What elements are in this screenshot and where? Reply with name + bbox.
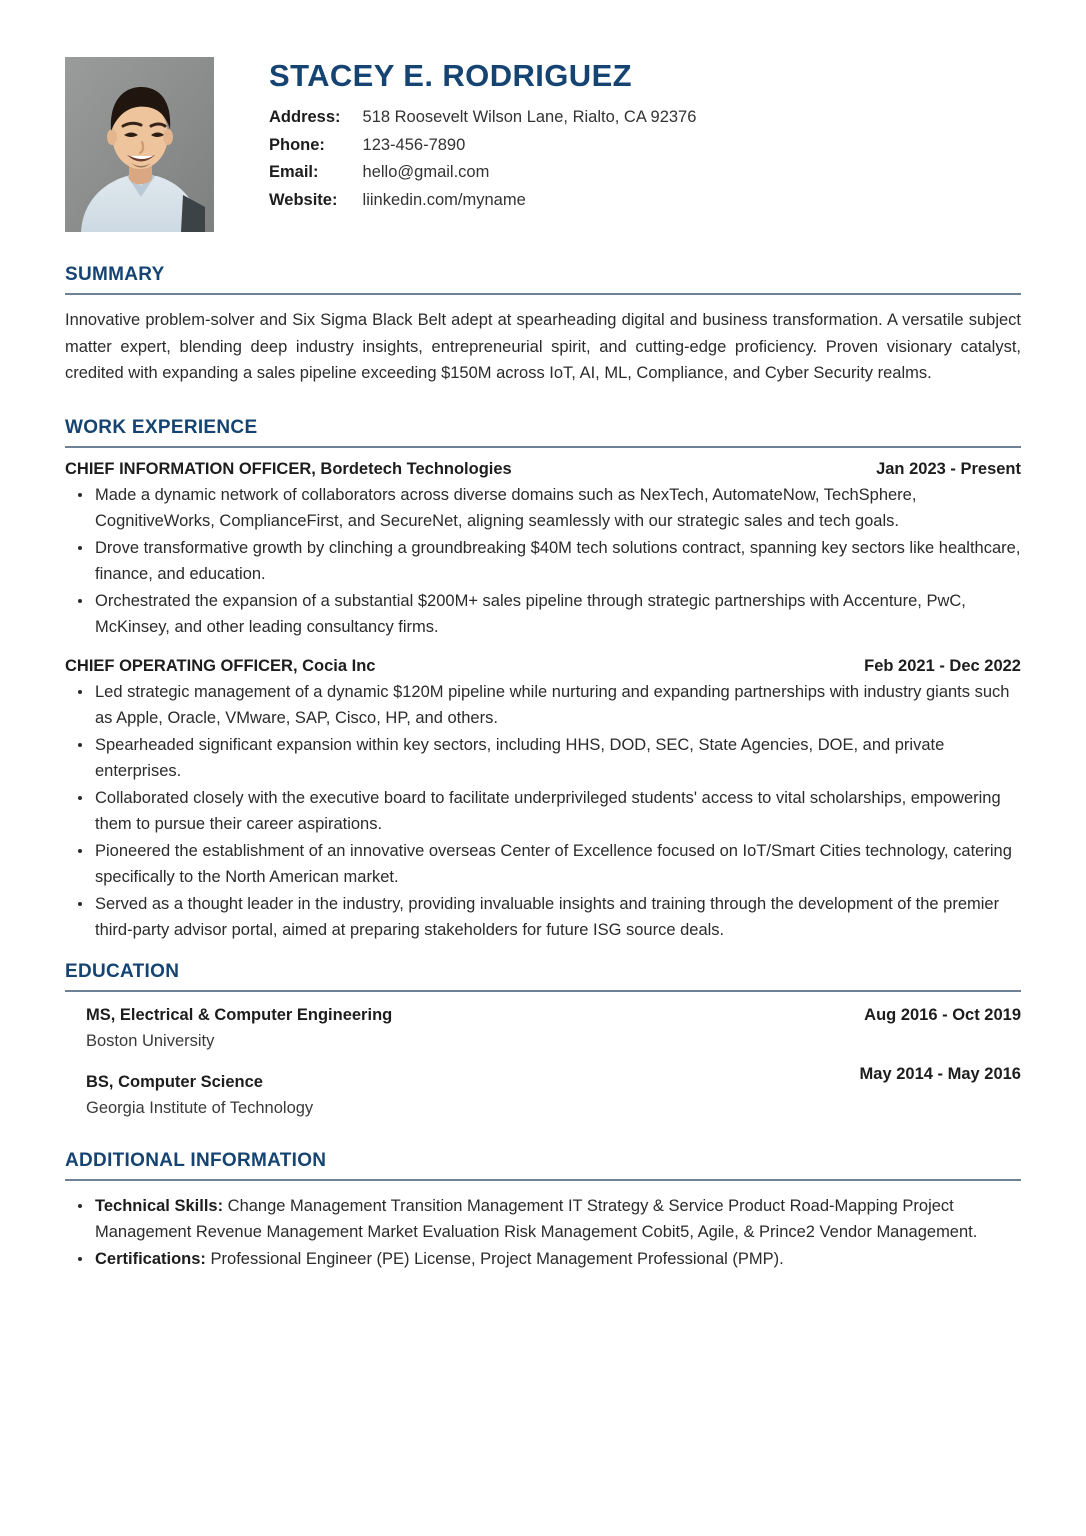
- section-summary: [65, 264, 1021, 387]
- job-entry: [65, 657, 1021, 944]
- job-title: CHIEF INFORMATION OFFICER, Bordetech Technologies: [65, 460, 512, 479]
- section-divider-additional-information: [65, 1179, 1021, 1181]
- job-header: [65, 460, 1021, 479]
- contact-value-website[interactable]: liinkedin.com/myname: [362, 190, 526, 209]
- section-work-experience: [65, 417, 1021, 943]
- list-item: Drove transformative growth by clinching a groundbreaking $40M tech solutions contract, spanning key sectors like healthcare, finance, and education.: [65, 535, 1021, 587]
- job-entry: [65, 460, 1021, 640]
- profile-photo-image: [65, 57, 214, 232]
- contact-row-address: [269, 107, 696, 135]
- section-title-summary: SUMMARY: [65, 264, 165, 285]
- additional-label: Technical Skills:: [95, 1197, 224, 1216]
- list-item: Collaborated closely with the executive board to facilitate underprivileged students' access to vital scholarships, empowering them to pursue their career aspirations.: [65, 785, 1021, 837]
- resume-header: [65, 57, 1021, 232]
- profile-photo: [65, 57, 214, 232]
- list-item: [65, 1246, 1021, 1272]
- contact-value-phone: 123-456-7890: [362, 135, 466, 154]
- contact-row-phone: [269, 135, 696, 163]
- job-bullet-list: [65, 482, 1021, 640]
- education-item: [65, 1065, 1021, 1118]
- list-item: Led strategic management of a dynamic $120M pipeline while nurturing and expanding partnerships with industry giants such as Apple, Oracle, VMware, SAP, Cisco, HP, and others.: [65, 679, 1021, 731]
- education-degree: BS, Computer Science: [86, 1073, 263, 1092]
- education-item-header: [86, 1065, 1021, 1092]
- section-education: [65, 961, 1021, 1118]
- additional-list: [65, 1193, 1021, 1272]
- additional-text: Professional Engineer (PE) License, Project Management Professional (PMP).: [205, 1250, 784, 1269]
- section-additional-information: [65, 1150, 1021, 1272]
- list-item: Orchestrated the expansion of a substantial $200M+ sales pipeline through strategic partnerships with Accenture, PwC, McKinsey, and other leading consultancy firms.: [65, 588, 1021, 640]
- contact-label-email: Email:: [269, 163, 319, 182]
- contact-value-address: 518 Roosevelt Wilson Lane, Rialto, CA 92376: [362, 108, 697, 127]
- education-item: [65, 1006, 1021, 1051]
- contact-table: [269, 107, 696, 218]
- section-divider-summary: [65, 293, 1021, 295]
- section-divider-education: [65, 990, 1021, 992]
- education-school: Georgia Institute of Technology: [86, 1099, 314, 1118]
- contact-label-website: Website:: [269, 190, 338, 209]
- job-title: CHIEF OPERATING OFFICER, Cocia Inc: [65, 656, 376, 675]
- contact-value-email[interactable]: hello@gmail.com: [362, 163, 490, 182]
- list-item: Pioneered the establishment of an innovative overseas Center of Excellence focused on IoT/Smart Cities technology, catering specifically to the North American market.: [65, 838, 1021, 890]
- education-school: Boston University: [86, 1032, 215, 1051]
- job-dates: Jan 2023 - Present: [876, 460, 1021, 479]
- additional-text: Change Management Transition Management IT Strategy & Service Product Road-Mapping Project Management Revenue Management Market Evaluation Risk Management Cobit5, Agile, & Prince2 Vendor Management.: [95, 1197, 978, 1242]
- list-item: [65, 1193, 1021, 1245]
- header-details: [214, 57, 1021, 218]
- additional-label: Certifications:: [95, 1250, 206, 1269]
- job-bullet-list: [65, 679, 1021, 944]
- list-item: Spearheaded significant expansion within key sectors, including HHS, DOD, SEC, State Agencies, DOE, and private enterprises.: [65, 732, 1021, 784]
- resume-content: [65, 57, 1021, 1273]
- section-title-education: EDUCATION: [65, 961, 180, 983]
- education-dates: Aug 2016 - Oct 2019: [864, 1006, 1021, 1025]
- summary-text: Innovative problem-solver and Six Sigma Black Belt adept at spearheading digital and business transformation. A versatile subject matter expert, blending deep industry insights, entrepreneurial spirit, and cutting-edge proficiency. Proven visionary catalyst, credited with expanding a sales pipeline exceeding $150M across IoT, AI, ML, Compliance, and Cyber Security realms.: [65, 311, 1021, 383]
- job-header: [65, 657, 1021, 676]
- education-dates: May 2014 - May 2016: [859, 1065, 1021, 1084]
- contact-label-phone: Phone:: [269, 135, 325, 154]
- job-dates: Feb 2021 - Dec 2022: [864, 656, 1021, 675]
- education-item-header: [86, 1006, 1021, 1025]
- list-item: Made a dynamic network of collaborators across diverse domains such as NexTech, AutomateNow, TechSphere, CognitiveWorks, ComplianceFirst, and SecureNet, aligning seamlessly with our strategic sales and tech goals.: [65, 482, 1021, 534]
- section-divider-work-experience: [65, 446, 1021, 448]
- section-title-work-experience: WORK EXPERIENCE: [65, 417, 258, 439]
- page-title: STACEY E. RODRIGUEZ: [269, 58, 632, 93]
- contact-label-address: Address:: [269, 108, 341, 127]
- education-list: [65, 1006, 1021, 1118]
- contact-row-email: [269, 162, 696, 190]
- section-title-additional-information: ADDITIONAL INFORMATION: [65, 1150, 327, 1172]
- list-item: Served as a thought leader in the industry, providing invaluable insights and training through the development of the premier third-party advisor portal, aimed at preparing stakeholders for future ISG source deals.: [65, 891, 1021, 943]
- education-degree: MS, Electrical & Computer Engineering: [86, 1006, 393, 1025]
- contact-row-website: [269, 190, 696, 218]
